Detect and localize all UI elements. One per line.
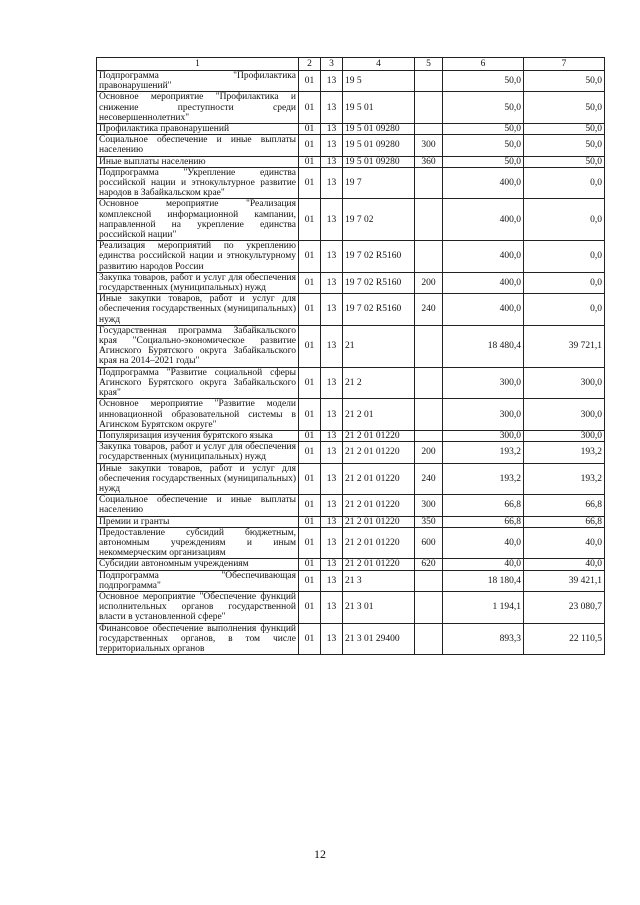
table-row: [97, 399, 605, 431]
amount-year-1-cell: 40,0: [443, 559, 524, 570]
target-article-cell: 21 2 01 01220: [343, 430, 415, 441]
table-row: [97, 199, 605, 241]
section-code-cell: 01: [299, 294, 321, 326]
amount-year-1-cell: 893,3: [443, 623, 524, 655]
row-name-cell: Подпрограмма "Укрепление единства российской нации и этнокультурное развитие народов в Забайкальском крае": [97, 167, 299, 199]
subsection-code-cell: 13: [321, 442, 343, 463]
row-name-cell: Подпрограмма "Развитие социальной сферы Агинского Бурятского округа Забайкальского края": [97, 367, 299, 399]
amount-year-2-cell: 66,8: [524, 516, 605, 527]
row-name-cell: Закупка товаров, работ и услуг для обеспечения государственных (муниципальных) нужд: [97, 272, 299, 293]
section-code-cell: 01: [299, 241, 321, 273]
table-row: [97, 241, 605, 273]
column-header-1: 1: [97, 58, 299, 71]
row-name-cell: Подпрограмма "Обеспечивающая подпрограмма": [97, 570, 299, 591]
target-article-cell: 21 3 01: [343, 591, 415, 623]
amount-year-1-cell: 50,0: [443, 135, 524, 156]
subsection-code-cell: 13: [321, 430, 343, 441]
expense-type-cell: [415, 570, 443, 591]
table-row: [97, 442, 605, 463]
subsection-code-cell: 13: [321, 294, 343, 326]
section-code-cell: 01: [299, 559, 321, 570]
table-row: [97, 124, 605, 135]
subsection-code-cell: 13: [321, 399, 343, 431]
subsection-code-cell: 13: [321, 516, 343, 527]
expense-type-cell: [415, 367, 443, 399]
subsection-code-cell: 13: [321, 199, 343, 241]
amount-year-1-cell: 50,0: [443, 156, 524, 167]
target-article-cell: 21 3: [343, 570, 415, 591]
target-article-cell: 19 5 01 09280: [343, 124, 415, 135]
expense-type-cell: [415, 71, 443, 92]
expense-type-cell: [415, 124, 443, 135]
amount-year-2-cell: 0,0: [524, 272, 605, 293]
amount-year-2-cell: 50,0: [524, 124, 605, 135]
column-header-6: 6: [443, 58, 524, 71]
table-row: [97, 495, 605, 516]
section-code-cell: 01: [299, 325, 321, 367]
amount-year-1-cell: 300,0: [443, 367, 524, 399]
table-row: [97, 167, 605, 199]
column-header-3: 3: [321, 58, 343, 71]
row-name-cell: Социальное обеспечение и иные выплаты населению: [97, 495, 299, 516]
expense-type-cell: 300: [415, 495, 443, 516]
column-header-7: 7: [524, 58, 605, 71]
subsection-code-cell: 13: [321, 591, 343, 623]
row-name-cell: Премии и гранты: [97, 516, 299, 527]
table-row: [97, 294, 605, 326]
subsection-code-cell: 13: [321, 92, 343, 124]
section-code-cell: 01: [299, 167, 321, 199]
subsection-code-cell: 13: [321, 463, 343, 495]
target-article-cell: 19 7 02: [343, 199, 415, 241]
amount-year-2-cell: 40,0: [524, 559, 605, 570]
target-article-cell: 21 2 01 01220: [343, 463, 415, 495]
target-article-cell: 21: [343, 325, 415, 367]
table-row: [97, 92, 605, 124]
target-article-cell: 19 5 01 09280: [343, 135, 415, 156]
amount-year-1-cell: 400,0: [443, 294, 524, 326]
amount-year-1-cell: 40,0: [443, 527, 524, 559]
table-row: [97, 559, 605, 570]
amount-year-1-cell: 400,0: [443, 241, 524, 273]
amount-year-1-cell: 193,2: [443, 463, 524, 495]
amount-year-2-cell: 0,0: [524, 199, 605, 241]
subsection-code-cell: 13: [321, 156, 343, 167]
section-code-cell: 01: [299, 570, 321, 591]
target-article-cell: 21 3 01 29400: [343, 623, 415, 655]
expense-type-cell: 200: [415, 442, 443, 463]
expense-type-cell: 350: [415, 516, 443, 527]
column-header-2: 2: [299, 58, 321, 71]
amount-year-2-cell: 300,0: [524, 399, 605, 431]
subsection-code-cell: 13: [321, 527, 343, 559]
amount-year-2-cell: 0,0: [524, 241, 605, 273]
amount-year-2-cell: 0,0: [524, 294, 605, 326]
amount-year-2-cell: 39 721,1: [524, 325, 605, 367]
table-row: [97, 135, 605, 156]
amount-year-1-cell: 50,0: [443, 92, 524, 124]
amount-year-1-cell: 400,0: [443, 167, 524, 199]
expense-type-cell: [415, 167, 443, 199]
expense-type-cell: [415, 325, 443, 367]
amount-year-1-cell: 18 180,4: [443, 570, 524, 591]
expense-type-cell: [415, 623, 443, 655]
section-code-cell: 01: [299, 495, 321, 516]
row-name-cell: Профилактика правонарушений: [97, 124, 299, 135]
row-name-cell: Финансовое обеспечение выполнения функций государственных органов, в том числе территориальных органов: [97, 623, 299, 655]
amount-year-2-cell: 50,0: [524, 71, 605, 92]
amount-year-2-cell: 22 110,5: [524, 623, 605, 655]
section-code-cell: 01: [299, 527, 321, 559]
subsection-code-cell: 13: [321, 124, 343, 135]
target-article-cell: 21 2 01: [343, 399, 415, 431]
amount-year-2-cell: 50,0: [524, 135, 605, 156]
amount-year-2-cell: 23 080,7: [524, 591, 605, 623]
amount-year-2-cell: 193,2: [524, 463, 605, 495]
table-row: [97, 463, 605, 495]
table-row: [97, 623, 605, 655]
amount-year-1-cell: 300,0: [443, 399, 524, 431]
subsection-code-cell: 13: [321, 272, 343, 293]
target-article-cell: 21 2 01 01220: [343, 442, 415, 463]
amount-year-1-cell: 193,2: [443, 442, 524, 463]
row-name-cell: Предоставление субсидий бюджетным, автономным учреждениям и иным некоммерческим организациям: [97, 527, 299, 559]
expense-type-cell: [415, 430, 443, 441]
subsection-code-cell: 13: [321, 559, 343, 570]
amount-year-2-cell: 300,0: [524, 430, 605, 441]
expense-type-cell: 600: [415, 527, 443, 559]
subsection-code-cell: 13: [321, 623, 343, 655]
amount-year-1-cell: 50,0: [443, 124, 524, 135]
expense-type-cell: [415, 241, 443, 273]
row-name-cell: Иные закупки товаров, работ и услуг для обеспечения государственных (муниципальных) нужд: [97, 294, 299, 326]
section-code-cell: 01: [299, 399, 321, 431]
section-code-cell: 01: [299, 430, 321, 441]
row-name-cell: Основное мероприятие "Профилактика и снижение преступности среди несовершеннолетних": [97, 92, 299, 124]
row-name-cell: Популяризация изучения бурятского языка: [97, 430, 299, 441]
amount-year-2-cell: 193,2: [524, 442, 605, 463]
row-name-cell: Иные закупки товаров, работ и услуг для обеспечения государственных (муниципальных) нужд: [97, 463, 299, 495]
table-header-row: [97, 58, 605, 71]
budget-table: [96, 57, 605, 655]
amount-year-2-cell: 0,0: [524, 167, 605, 199]
expense-type-cell: 200: [415, 272, 443, 293]
table-row: [97, 367, 605, 399]
row-name-cell: Социальное обеспечение и иные выплаты населению: [97, 135, 299, 156]
table-row: [97, 516, 605, 527]
target-article-cell: 19 7 02 R5160: [343, 272, 415, 293]
table-row: [97, 570, 605, 591]
target-article-cell: 21 2 01 01220: [343, 527, 415, 559]
row-name-cell: Основное мероприятие "Обеспечение функций исполнительных органов государственной власти в установленной сфере": [97, 591, 299, 623]
section-code-cell: 01: [299, 156, 321, 167]
target-article-cell: 19 5 01: [343, 92, 415, 124]
table-row: [97, 325, 605, 367]
target-article-cell: 21 2: [343, 367, 415, 399]
subsection-code-cell: 13: [321, 495, 343, 516]
amount-year-1-cell: 50,0: [443, 71, 524, 92]
expense-type-cell: [415, 399, 443, 431]
row-name-cell: Подпрограмма "Профилактика правонарушений": [97, 71, 299, 92]
subsection-code-cell: 13: [321, 241, 343, 273]
target-article-cell: 19 7: [343, 167, 415, 199]
section-code-cell: 01: [299, 442, 321, 463]
subsection-code-cell: 13: [321, 325, 343, 367]
amount-year-1-cell: 400,0: [443, 272, 524, 293]
amount-year-1-cell: 1 194,1: [443, 591, 524, 623]
section-code-cell: 01: [299, 92, 321, 124]
amount-year-2-cell: 66,8: [524, 495, 605, 516]
table-row: [97, 527, 605, 559]
amount-year-2-cell: 50,0: [524, 92, 605, 124]
table-row: [97, 156, 605, 167]
target-article-cell: 19 5: [343, 71, 415, 92]
row-name-cell: Основное мероприятие "Развитие модели инновационной образовательной системы в Агинском Бурятском округе": [97, 399, 299, 431]
document-page: [96, 57, 604, 655]
amount-year-2-cell: 300,0: [524, 367, 605, 399]
expense-type-cell: 300: [415, 135, 443, 156]
section-code-cell: 01: [299, 516, 321, 527]
target-article-cell: 19 7 02 R5160: [343, 294, 415, 326]
section-code-cell: 01: [299, 367, 321, 399]
subsection-code-cell: 13: [321, 570, 343, 591]
target-article-cell: 21 2 01 01220: [343, 495, 415, 516]
expense-type-cell: [415, 199, 443, 241]
subsection-code-cell: 13: [321, 367, 343, 399]
row-name-cell: Субсидии автономным учреждениям: [97, 559, 299, 570]
table-row: [97, 591, 605, 623]
subsection-code-cell: 13: [321, 135, 343, 156]
table-row: [97, 71, 605, 92]
expense-type-cell: 620: [415, 559, 443, 570]
subsection-code-cell: 13: [321, 167, 343, 199]
column-header-5: 5: [415, 58, 443, 71]
amount-year-1-cell: 18 480,4: [443, 325, 524, 367]
expense-type-cell: 240: [415, 463, 443, 495]
row-name-cell: Закупка товаров, работ и услуг для обеспечения государственных (муниципальных) нужд: [97, 442, 299, 463]
amount-year-1-cell: 400,0: [443, 199, 524, 241]
target-article-cell: 19 7 02 R5160: [343, 241, 415, 273]
section-code-cell: 01: [299, 135, 321, 156]
target-article-cell: 21 2 01 01220: [343, 559, 415, 570]
section-code-cell: 01: [299, 463, 321, 495]
table-row: [97, 430, 605, 441]
amount-year-1-cell: 300,0: [443, 430, 524, 441]
subsection-code-cell: 13: [321, 71, 343, 92]
table-row: [97, 272, 605, 293]
page-number: 12: [314, 847, 326, 861]
section-code-cell: 01: [299, 272, 321, 293]
section-code-cell: 01: [299, 623, 321, 655]
expense-type-cell: 360: [415, 156, 443, 167]
section-code-cell: 01: [299, 591, 321, 623]
expense-type-cell: [415, 591, 443, 623]
amount-year-1-cell: 66,8: [443, 495, 524, 516]
amount-year-2-cell: 40,0: [524, 527, 605, 559]
row-name-cell: Основное мероприятие "Реализация комплексной информационной кампании, направленной на укрепление единства российской нации": [97, 199, 299, 241]
row-name-cell: Реализация мероприятий по укреплению единства российской нации и этнокультурному развитию народов России: [97, 241, 299, 273]
section-code-cell: 01: [299, 71, 321, 92]
row-name-cell: Иные выплаты населению: [97, 156, 299, 167]
row-name-cell: Государственная программа Забайкальского края "Социально-экономическое развитие Агинского Бурятского округа Забайкальского края на 2014–2021 годы": [97, 325, 299, 367]
column-header-4: 4: [343, 58, 415, 71]
target-article-cell: 21 2 01 01220: [343, 516, 415, 527]
amount-year-2-cell: 39 421,1: [524, 570, 605, 591]
expense-type-cell: [415, 92, 443, 124]
expense-type-cell: 240: [415, 294, 443, 326]
section-code-cell: 01: [299, 124, 321, 135]
section-code-cell: 01: [299, 199, 321, 241]
amount-year-1-cell: 66,8: [443, 516, 524, 527]
target-article-cell: 19 5 01 09280: [343, 156, 415, 167]
amount-year-2-cell: 50,0: [524, 156, 605, 167]
